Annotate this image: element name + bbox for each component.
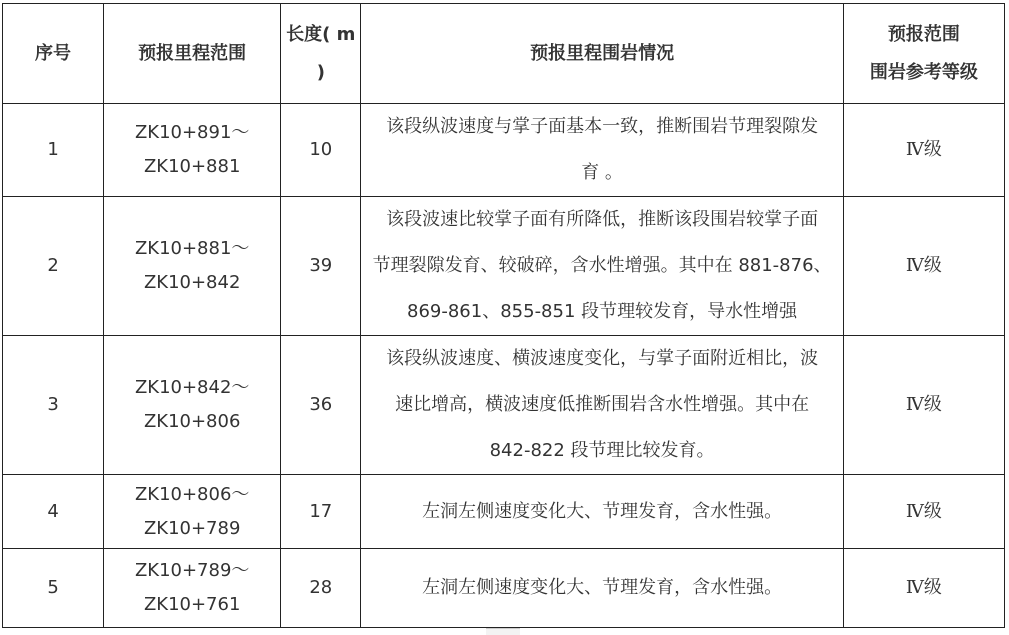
header-condition: 预报里程围岩情况 — [361, 4, 843, 104]
table-row — [3, 197, 1005, 336]
condition-line: 该段纵波速度与掌子面基本一致，推断围岩节理裂隙发 — [386, 116, 819, 137]
range-end: ZK10+806 — [143, 411, 241, 432]
range-end: ZK10+789 — [143, 517, 241, 539]
header-length: 长度( m ) — [281, 4, 361, 104]
cell-length: 17 — [281, 475, 361, 549]
range-end: ZK10+842 — [143, 272, 241, 293]
condition-line: 左洞左侧速度变化大、节理发育，含水性强。 — [422, 577, 783, 598]
cell-range — [104, 104, 281, 197]
header-grade-line1: 预报范围 — [887, 23, 960, 45]
cell-condition — [361, 549, 843, 628]
cell-range — [104, 336, 281, 475]
cell-seq: 1 — [3, 104, 104, 197]
range-start: ZK10+891～ — [134, 122, 250, 143]
table-row — [3, 336, 1005, 475]
condition-line: 速比增高，横波速度低推断围岩含水性增强。其中在 — [395, 394, 810, 415]
range-end: ZK10+881 — [143, 156, 241, 177]
cell-grade: Ⅳ级 — [843, 475, 1004, 549]
condition-line: 节理裂隙发育、较破碎，含水性增强。其中在 881-876、 — [372, 255, 832, 276]
cell-seq: 2 — [3, 197, 104, 336]
cell-condition — [361, 475, 843, 549]
cell-grade: Ⅳ级 — [843, 336, 1004, 475]
cell-grade: Ⅳ级 — [843, 104, 1004, 197]
header-grade-line2: 围岩参考等级 — [869, 61, 978, 83]
cell-range — [104, 197, 281, 336]
cell-condition — [361, 197, 843, 336]
cell-grade: Ⅳ级 — [843, 549, 1004, 628]
condition-line: 842-822 段节理比较发育。 — [489, 440, 715, 461]
table-row — [3, 475, 1005, 549]
header-grade — [843, 4, 1004, 104]
cell-grade: Ⅳ级 — [843, 197, 1004, 336]
header-range: 预报里程范围 — [104, 4, 281, 104]
condition-line: 左洞左侧速度变化大、节理发育，含水性强。 — [422, 500, 783, 522]
range-end: ZK10+761 — [143, 594, 241, 615]
range-start: ZK10+806～ — [134, 483, 250, 505]
cell-length: 36 — [281, 336, 361, 475]
header-seq: 序号 — [3, 4, 104, 104]
cell-condition — [361, 104, 843, 197]
forecast-table — [2, 3, 1005, 628]
cell-seq: 4 — [3, 475, 104, 549]
cell-length: 39 — [281, 197, 361, 336]
cell-range — [104, 549, 281, 628]
condition-line: 育 。 — [581, 162, 623, 183]
range-start: ZK10+881～ — [134, 238, 250, 259]
cell-length: 28 — [281, 549, 361, 628]
cell-seq: 5 — [3, 549, 104, 628]
range-start: ZK10+842～ — [134, 377, 250, 398]
cell-length: 10 — [281, 104, 361, 197]
table-row — [3, 549, 1005, 628]
condition-line: 869-861、855-851 段节理较发育，导水性增强 — [407, 301, 798, 322]
range-start: ZK10+789～ — [134, 560, 250, 581]
condition-line: 该段纵波速度、横波速度变化，与掌子面附近相比，波 — [386, 348, 819, 369]
cell-seq: 3 — [3, 336, 104, 475]
cell-range — [104, 475, 281, 549]
cell-condition — [361, 336, 843, 475]
forecast-table-container — [2, 3, 1005, 628]
table-header-row — [3, 4, 1005, 104]
table-row — [3, 104, 1005, 197]
condition-line: 该段波速比较掌子面有所降低，推断该段围岩较掌子面 — [386, 209, 819, 230]
